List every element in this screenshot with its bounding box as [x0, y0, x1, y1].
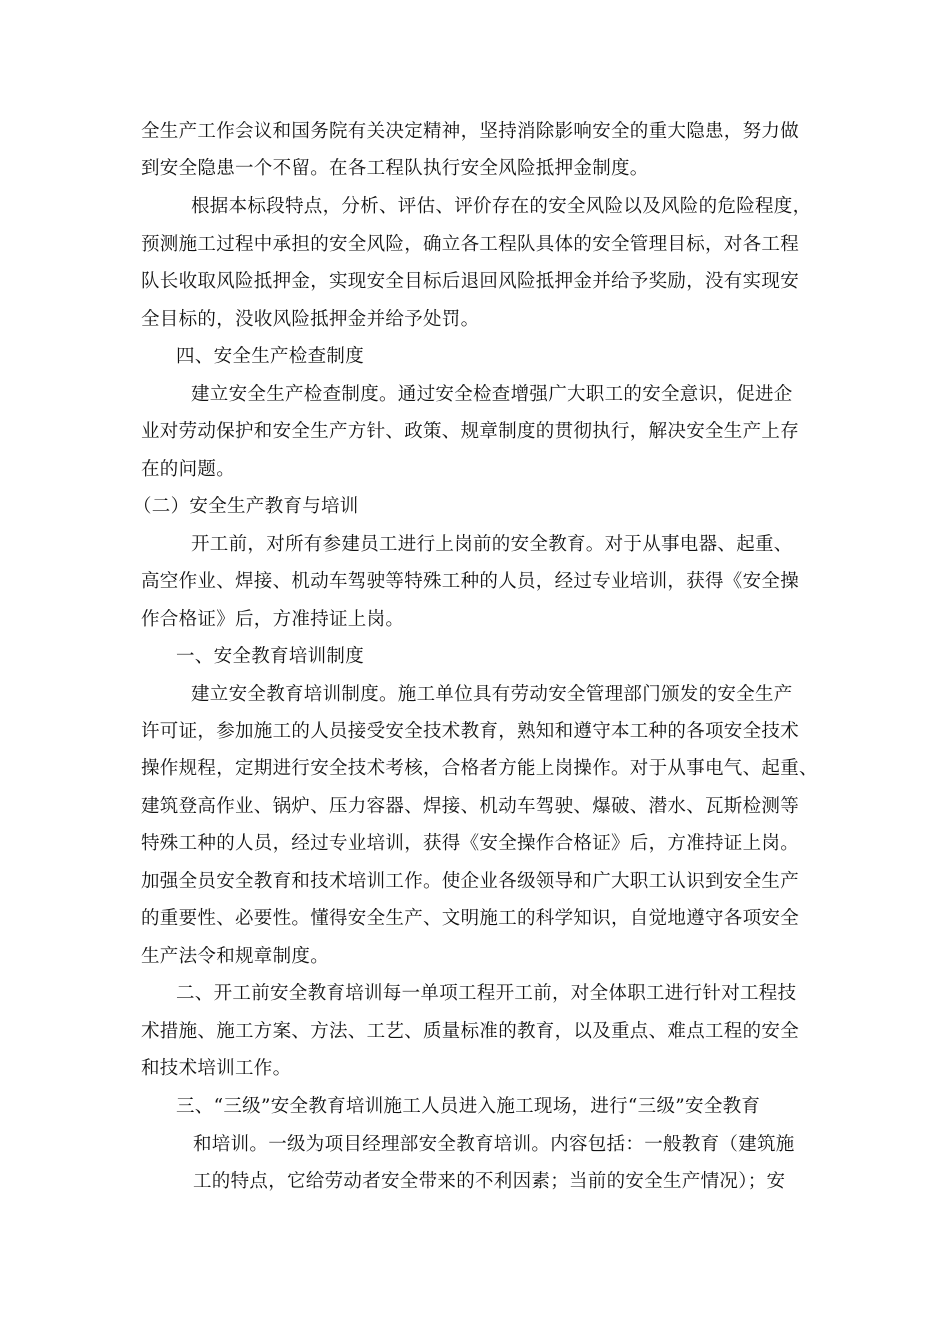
text-line: 队长收取风险抵押金，实现安全目标后退回风险抵押金并给予奖励，没有实现安 [141, 271, 800, 292]
text-line: 生产法令和规章制度。 [141, 946, 330, 967]
text-line: 根据本标段特点，分析、评估、评价存在的安全风险以及风险的危险程度， [191, 196, 812, 217]
text-line: 高空作业、焊接、机动车驾驶等特殊工种的人员，经过专业培训，获得《安全操 [141, 571, 800, 592]
text-line: 许可证，参加施工的人员接受安全技术教育，熟知和遵守本工种的各项安全技术 [141, 721, 800, 742]
text-line: 作合格证》后，方准持证上岗。 [141, 609, 405, 630]
text-line: 三、“三级”安全教育培训施工人员进入施工现场，进行“三级”安全教育 [176, 1096, 761, 1117]
text-line: 建立安全生产检查制度。通过安全检查增强广大职工的安全意识，促进企 [191, 384, 793, 405]
text-line: 全目标的，没收风险抵押金并给予处罚。 [141, 309, 480, 330]
text-line: 和培训。一级为项目经理部安全教育培训。内容包括：一般教育（建筑施 [193, 1134, 795, 1155]
text-line: 全生产工作会议和国务院有关决定精神，坚持消除影响安全的重大隐患，努力做 [141, 121, 800, 142]
text-line: 特殊工种的人员，经过专业培训，获得《安全操作合格证》后，方准持证上岗。 [141, 833, 800, 854]
text-line: 在的问题。 [141, 459, 236, 480]
text-line: 加强全员安全教育和技术培训工作。使企业各级领导和广大职工认识到安全生产 [141, 871, 800, 892]
section-heading: 一、安全教育培训制度 [176, 646, 365, 667]
text-line: 业对劳动保护和安全生产方针、政策、规章制度的贯彻执行，解决安全生产上存 [141, 421, 800, 442]
section-heading: （二）安全生产教育与培训 [133, 496, 359, 517]
section-heading: 四、安全生产检查制度 [176, 346, 365, 367]
text-line: 开工前，对所有参建员工进行上岗前的安全教育。对于从事电器、起重、 [191, 534, 793, 555]
text-line: 建筑登高作业、锅炉、压力容器、焊接、机动车驾驶、爆破、潜水、瓦斯检测等 [141, 796, 800, 817]
text-line: 建立安全教育培训制度。施工单位具有劳动安全管理部门颁发的安全生产 [191, 684, 793, 705]
text-line: 到安全隐患一个不留。在各工程队执行安全风险抵押金制度。 [141, 158, 649, 179]
text-line: 工的特点，它给劳动者安全带来的不利因素；当前的安全生产情况）；安 [193, 1171, 786, 1192]
text-line: 操作规程，定期进行安全技术考核，合格者方能上岗操作。对于从事电气、起重、 [141, 758, 818, 779]
text-line: 术措施、施工方案、方法、工艺、质量标准的教育，以及重点、难点工程的安全 [141, 1021, 800, 1042]
text-line: 的重要性、必要性。懂得安全生产、文明施工的科学知识，自觉地遵守各项安全 [141, 908, 800, 929]
text-line: 二、开工前安全教育培训每一单项工程开工前，对全体职工进行针对工程技 [176, 983, 797, 1004]
text-line: 和技术培训工作。 [141, 1058, 292, 1079]
text-line: 预测施工过程中承担的安全风险，确立各工程队具体的安全管理目标，对各工程 [141, 234, 800, 255]
